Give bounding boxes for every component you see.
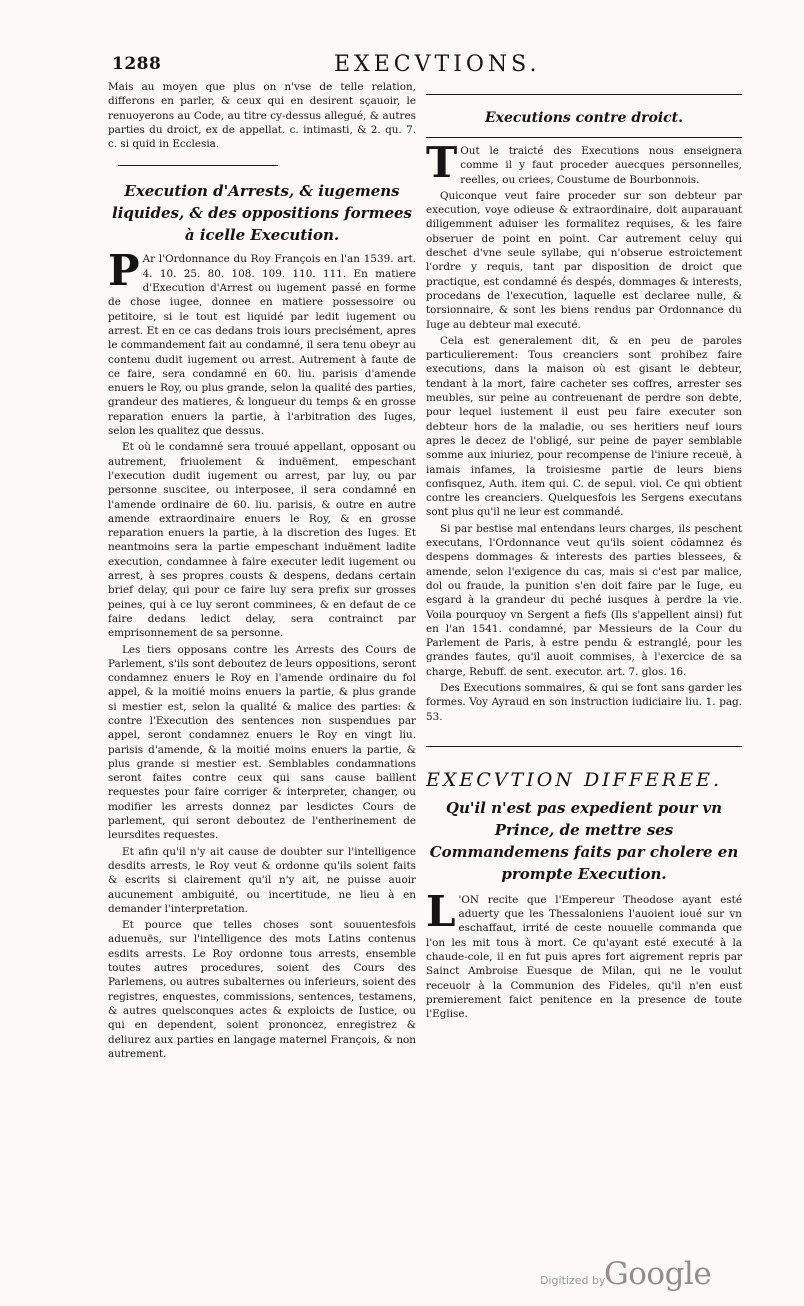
section-divider	[426, 94, 742, 95]
section-title-contre-droict: Executions contre droict.	[484, 110, 684, 126]
paragraph-ordonnance	[108, 252, 416, 438]
digitized-by-label: Digitized by	[540, 1274, 606, 1287]
paragraph-quiconque: Quiconque veut faire proceder sur son debteur par execution, voye odieuse & extraordinaire, doit auparauant diligemment aduiser les formalitez requises, & les faire obseruer de point en point. Car autrement celuy qui deschet d'vne seule syllabe, qui n'obserue estroictement l'ordre y requis, tant par disposition de droict que practique, est condamné és despés, dommages & interests, procedans de l'execution, laquelle est declaree nulle, & torsionnaire, & sont les biens rendus par Ordonnance du Iuge au debteur mal executé.	[426, 189, 742, 331]
section-divider	[426, 137, 742, 138]
running-head	[112, 52, 722, 82]
drop-cap: L	[426, 892, 456, 936]
left-column	[108, 80, 416, 1061]
paragraph-tiers-opposans: Les tiers opposans contre les Arrests des Cours de Parlement, s'ils sont deboutez de leurs oppositions, seront condamnez enuers le Roy en l'amende ordinaire du fol appel, & la moitié moins enuers la partie, & plus grande si mestier est, selon la qualité & malice des parties: & contre l'Execution des sentences non suspendues par appel, seront condamnez enuers le Roy en vingt liu. parisis d'amende, & la moitié moins enuers la partie, & plus grande si mestier est. Semblables condamnations seront faites contre ceux qui sans cause baillent requestes pour faire corriger & interpreter, changer, ou modifier les arrests donnez par lesdictes Cours de parlement, qui seront deboutez de l'entherinement de leursdites requestes.	[108, 643, 416, 842]
section-title-arrests: Execution d'Arrests, & iugemens liquides, & des oppositions formees à icelle Execution.	[112, 182, 412, 245]
section-subtitle-prince: Qu'il n'est pas expedient pour vn Prince, de mettre ses Commandemens faits par cholere en prompte Execution.	[429, 798, 739, 883]
running-title: EXECVTIONS.	[334, 52, 541, 77]
drop-cap: P	[108, 252, 140, 296]
paragraph-creanciers: Cela est generalement dit, & en peu de paroles particulierement: Tous creanciers sont prohibez faire executions, dans la maison où est gisant le debteur, tendant à la mort, faire cacheter ses coffres, arrester ses meubles, sur peine au contreuenant de perdre son debte, pour lequel iustement il eust peu faire executer son debteur hors de la maladie, ou ses heritiers neuf iours apres le decez de l'obligé, sur peine de payer semblable somme aux iniuriez, pour recompense de l'iniure receuë, à iamais infames, la troisiesme partie de leurs biens confisquez, Auth. item qui. C. de sepul. viol. Ce qui obtient contre les creanciers. Quelquesfois les Sergens executans sont plus qu'il ne leur est commandé.	[426, 334, 742, 519]
paragraph-text: 'ON recite que l'Empereur Theodose ayant esté aduerty que les Thessaloniens l'auoient ioué sur vn eschaffaut, irrité de ceste nouuelle commanda que l'on les mit tous à mort. Ce qu'ayant esté executé à la chaude-cole, il en fut puis apres fort aigrement repris par Sainct Ambroise Euesque de Milan, qui ne le voulut receuoir à la Communion des Fideles, qu'il n'en eust premierement faict penitence en la presence de toute l'Eglise.	[426, 893, 742, 1021]
paragraph-sergens: Si par bestise mal entendans leurs charges, ils peschent executans, l'Ordonnance veut qu'ils soient cõdamnez és despens dommages & interests des parties blessees, & amende, selon l'exigence du cas, mais si c'est par malice, dol ou fraude, la punition s'en doit faire par le Iuge, eu esgard à la grandeur du peché iusques à perdre la vie. Voila pourquoy vn Sergent a fiefs (Ils s'appellent ainsi) fut en l'an 1541. condamné, par Messieurs de la Cour du Parlement de Paris, à estre pendu & estranglé, pour les grandes fautes, qu'il auoit commises, à l'exercice de sa charge, Rebuff. de sent. executor. art. 7. glos. 16.	[426, 522, 742, 678]
paragraph-intelligence: Et afin qu'il n'y ait cause de doubter sur l'intelligence desdits arrests, le Roy veut & ordonne qu'ils soient faits & escrits si clairement qu'il n'y ait, ne puisse auoir aucunement ambiguité, ou incertitude, ne lieu à en demander l'interpretation.	[108, 845, 416, 915]
digitized-by-watermark	[540, 1256, 740, 1296]
section-divider	[426, 746, 742, 747]
paragraph-text: Ar l'Ordonnance du Roy François en l'an 1539. art. 4. 10. 25. 80. 108. 109. 110. 111. En matiere d'Execution d'Arrest ou iugement passé en forme de chose iugee, donnee en matiere possessoire ou petitoire, si le tout est liquidé par ledit iugement ou arrest. Et en ce cas dedans trois iours precisément, apres le commandement fait au condamné, il sera tenu obeyr au contenu dudit iugement ou arrest. Autrement à faute de ce faire, sera condamné en 60. liu. parisis d'amende enuers le Roy, ou plus grande, selon la qualité des parties, grandeur des matieres, & longueur du temps & en grosse reparation enuers la partie, à l'arbitration des Iuges, selon les qualitez que dessus.	[108, 253, 416, 438]
right-column	[426, 80, 742, 1022]
paragraph-text: Out le traicté des Executions nous enseignera comme il y faut proceder auecques personnelles, reelles, ou criees, Coustume de Bourbonnois.	[460, 145, 742, 186]
page-number: 1288	[112, 54, 162, 74]
paragraph-theodose	[426, 893, 742, 1022]
paragraph-langage-maternel: Et pource que telles choses sont souuentesfois aduenuës, sur l'intelligence des mots Latins contenus esdits arrests. Le Roy ordonne tous arrests, ensemble toutes autres procedures, soient des Cours des Parlemens, ou autres subalternes ou inferieurs, soient des registres, enquestes, commissions, sentences, testamens, & autres quelsconques actes & exploicts de Iustice, ou qui en dependent, soient prononcez, enregistrez & deliurez aux parties en langage maternel François, & non autrement.	[108, 919, 416, 1060]
google-logo: Google	[604, 1256, 712, 1292]
paragraph-condamne: Et où le condamné sera trouué appellant, opposant ou autrement, friuolement & induëment, empeschant l'execution dudit iugement ou arrest, par luy, ou par personne suscitee, ou interposee, il sera condamné en l'amende ordinaire de 60. liu. parisis, & outre en autre amende extraordinaire enuers le Roy, & en grosse reparation enuers la partie, à la discretion des Iuges. Et neantmoins sera la partie empeschant induëment ladite execution, condamnee à faire executer ledit iugement ou arrest, à ses propres cousts & despens, dedans certain brief delay, qui pour ce faire luy sera prefix sur grosses peines, qui à ce luy seront comminees, & en defaut de ce faire dedans ledict delay, sera contrainct par emprisonnement de sa personne.	[108, 441, 416, 640]
section-divider	[118, 165, 278, 166]
paragraph-continuation: Mais au moyen que plus on n'vse de telle relation, differons en parler, & ceux qui en desirent sçauoir, le renuoyerons au Code, au titre cy-dessus allegué, & autres parties du droict, ex de appellat. c. intimasti, & 2. qu. 7. c. si quid in Ecclesia.	[108, 81, 416, 151]
paragraph-sommaires: Des Executions sommaires, & qui se font sans garder les formes. Voy Ayraud en son instruction iudiciaire liu. 1. pag. 53.	[426, 681, 742, 723]
drop-cap: T	[426, 144, 458, 187]
paragraph-traicte	[426, 144, 742, 187]
section-title-differee: EXECVTION DIFFEREE.	[426, 768, 723, 791]
